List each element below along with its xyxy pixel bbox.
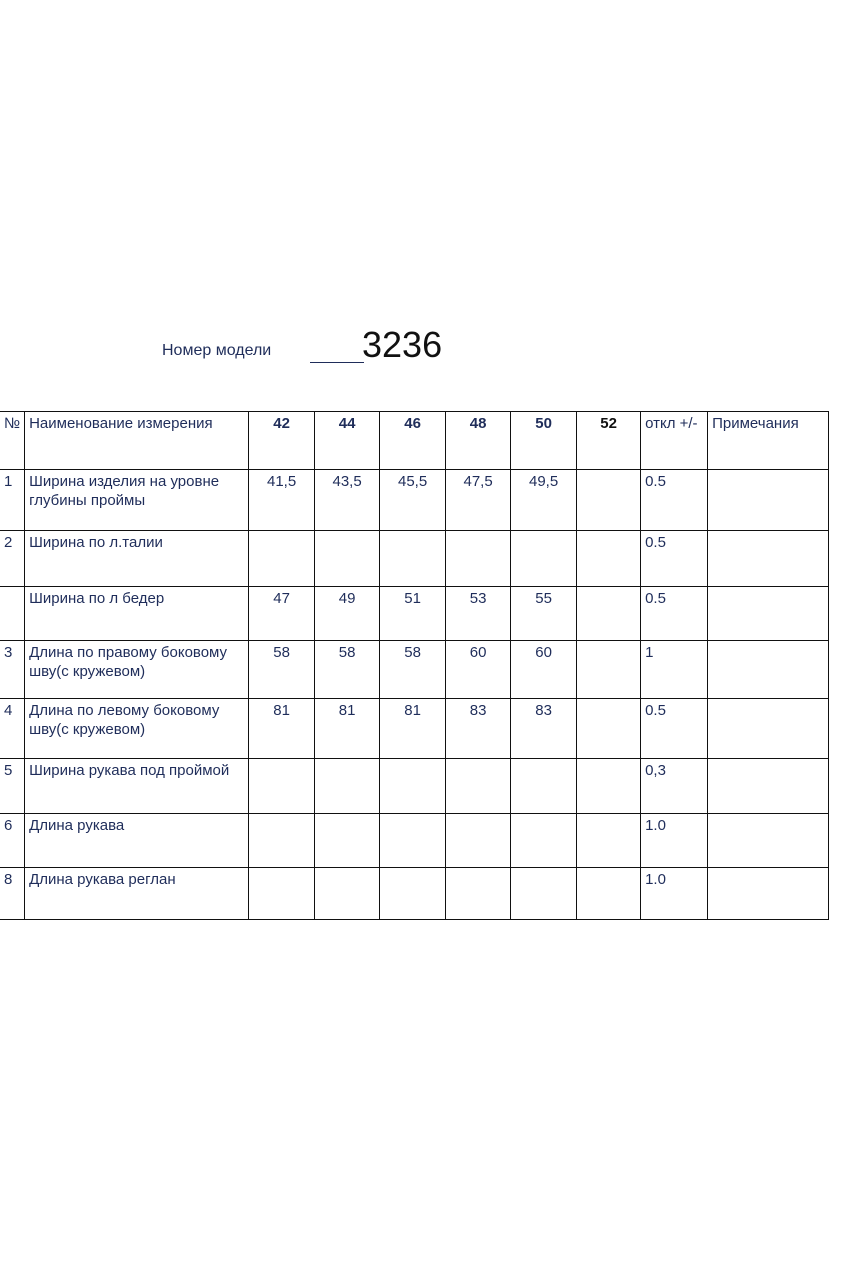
row-size-value: [577, 814, 641, 868]
table-row: [0, 531, 829, 587]
row-size-value: [446, 759, 511, 814]
header-number: №: [0, 412, 25, 470]
row-size-value: 41,5: [249, 470, 315, 531]
row-size-value: 58: [315, 641, 380, 699]
row-size-value: [315, 868, 380, 920]
header-size: 48: [446, 412, 511, 470]
header-size: 44: [315, 412, 380, 470]
row-size-value: [315, 759, 380, 814]
row-measurement-name: Ширина по л.талии: [25, 531, 249, 587]
row-size-value: [511, 531, 577, 587]
row-size-value: 53: [446, 587, 511, 641]
row-measurement-name: Длина по правому боковому шву(с кружевом): [25, 641, 249, 699]
table-row: [0, 759, 829, 814]
table-row: [0, 868, 829, 920]
row-size-value: 83: [446, 699, 511, 759]
row-note: [708, 587, 829, 641]
model-number-underline: [310, 362, 364, 363]
row-measurement-name: Ширина по л бедер: [25, 587, 249, 641]
row-size-value: [249, 759, 315, 814]
row-measurement-name: Ширина изделия на уровне глубины проймы: [25, 470, 249, 531]
row-size-value: 60: [511, 641, 577, 699]
row-deviation: 0,3: [641, 759, 708, 814]
row-size-value: [446, 531, 511, 587]
header-size: 46: [380, 412, 446, 470]
row-size-value: 49,5: [511, 470, 577, 531]
row-size-value: [380, 814, 446, 868]
row-size-value: [577, 641, 641, 699]
row-size-value: [380, 759, 446, 814]
header-deviation: откл +/-: [641, 412, 708, 470]
row-size-value: 45,5: [380, 470, 446, 531]
model-number-value: 3236: [362, 324, 443, 365]
row-size-value: [446, 814, 511, 868]
row-size-value: 43,5: [315, 470, 380, 531]
row-size-value: [511, 759, 577, 814]
model-number-label: Номер модели: [162, 342, 272, 359]
row-deviation: 0.5: [641, 531, 708, 587]
row-number: 3: [0, 641, 25, 699]
row-number: 4: [0, 699, 25, 759]
row-size-value: 81: [380, 699, 446, 759]
row-size-value: 58: [380, 641, 446, 699]
table-row: [0, 470, 829, 531]
row-number: 8: [0, 868, 25, 920]
row-size-value: [511, 814, 577, 868]
row-deviation: 1: [641, 641, 708, 699]
row-size-value: [577, 587, 641, 641]
measurements-table: [0, 411, 829, 920]
row-size-value: [315, 531, 380, 587]
row-deviation: 0.5: [641, 699, 708, 759]
header-size: 50: [511, 412, 577, 470]
row-note: [708, 470, 829, 531]
table-row: [0, 641, 829, 699]
row-deviation: 1.0: [641, 814, 708, 868]
row-measurement-name: Длина по левому боковому шву(с кружевом): [25, 699, 249, 759]
row-deviation: 0.5: [641, 470, 708, 531]
row-size-value: 81: [249, 699, 315, 759]
row-size-value: [380, 531, 446, 587]
row-note: [708, 531, 829, 587]
row-deviation: 0.5: [641, 587, 708, 641]
row-note: [708, 814, 829, 868]
row-number: 1: [0, 470, 25, 531]
row-size-value: [249, 814, 315, 868]
row-size-value: [577, 868, 641, 920]
row-measurement-name: Ширина рукава под проймой: [25, 759, 249, 814]
row-measurement-name: Длина рукава реглан: [25, 868, 249, 920]
header-notes: Примечания: [708, 412, 829, 470]
header-size: 52: [577, 412, 641, 470]
row-size-value: 47: [249, 587, 315, 641]
table-header-row: [0, 412, 829, 470]
row-size-value: [577, 531, 641, 587]
row-size-value: [577, 699, 641, 759]
row-size-value: 58: [249, 641, 315, 699]
row-note: [708, 641, 829, 699]
row-size-value: [249, 531, 315, 587]
row-size-value: [511, 868, 577, 920]
row-note: [708, 759, 829, 814]
row-number: [0, 587, 25, 641]
table-row: [0, 587, 829, 641]
row-size-value: [577, 470, 641, 531]
row-size-value: [577, 759, 641, 814]
row-measurement-name: Длина рукава: [25, 814, 249, 868]
row-note: [708, 868, 829, 920]
row-deviation: 1.0: [641, 868, 708, 920]
row-size-value: 81: [315, 699, 380, 759]
row-note: [708, 699, 829, 759]
row-size-value: 51: [380, 587, 446, 641]
row-number: 6: [0, 814, 25, 868]
row-size-value: [446, 868, 511, 920]
table-row: [0, 699, 829, 759]
row-size-value: [315, 814, 380, 868]
row-size-value: [249, 868, 315, 920]
row-size-value: 47,5: [446, 470, 511, 531]
row-number: 5: [0, 759, 25, 814]
row-size-value: 49: [315, 587, 380, 641]
row-size-value: 83: [511, 699, 577, 759]
header-measurement-name: Наименование измерения: [25, 412, 249, 470]
row-size-value: [380, 868, 446, 920]
row-size-value: 55: [511, 587, 577, 641]
header-size: 42: [249, 412, 315, 470]
row-number: 2: [0, 531, 25, 587]
row-size-value: 60: [446, 641, 511, 699]
table-row: [0, 814, 829, 868]
